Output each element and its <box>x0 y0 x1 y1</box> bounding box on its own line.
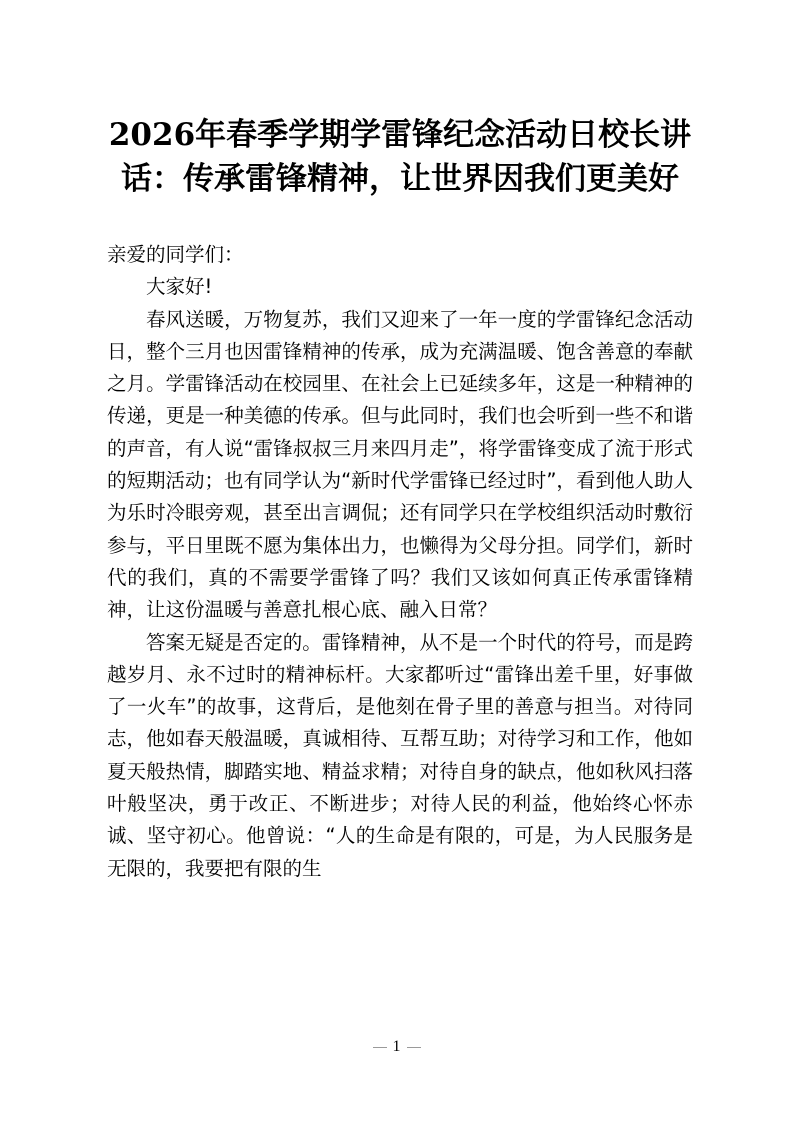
paragraph-1: 春风送暖，万物复苏，我们又迎来了一年一度的学雷锋纪念活动日，整个三月也因雷锋精神的传承，成为充满温暖、饱含善意的奉献之月。学雷锋活动在校园里、在社会上已延续多年，这是一种精神的传递，更是一种美德的传承。但与此同时，我们也会听到一些不和谐的声音，有人说“雷锋叔叔三月来四月走”，将学雷锋变成了流于形式的短期活动；也有同学认为“新时代学雷锋已经过时”，看到他人助人为乐时冷眼旁观，甚至出言调侃；还有同学只在学校组织活动时敷衍参与，平日里既不愿为集体出力，也懒得为父母分担。同学们，新时代的我们，真的不需要学雷锋了吗？我们又该如何真正传承雷锋精神，让这份温暖与善意扎根心底、融入日常？ <box>107 307 693 622</box>
page-footer <box>0 1038 793 1056</box>
document-title: 2026年春季学期学雷锋纪念活动日校长讲话：传承雷锋精神，让世界因我们更美好 <box>108 117 692 197</box>
document-body <box>107 239 693 885</box>
page-number: 1 <box>392 1038 401 1055</box>
dash-left <box>373 1047 387 1048</box>
dash-right <box>407 1047 421 1048</box>
salutation: 亲爱的同学们： <box>107 243 244 266</box>
paragraph-greeting: 大家好! <box>146 275 213 299</box>
paragraph-2: 答案无疑是否定的。雷锋精神，从不是一个时代的符号，而是跨越岁月、永不过时的精神标杆。大家都听过“雷锋出差千里，好事做了一火车”的故事，这背后，是他刻在骨子里的善意与担当。对待同志，他如春天般温暖，真诚相待、互帮互助；对待学习和工作，他如夏天般热情，脚踏实地、精益求精；对待自身的缺点，他如秋风扫落叶般坚决，勇于改正、不断进步；对待人民的利益，他始终心怀赤诚、坚守初心。他曾说：“人的生命是有限的，可是，为人民服务是无限的，我要把有限的生 <box>107 630 693 880</box>
